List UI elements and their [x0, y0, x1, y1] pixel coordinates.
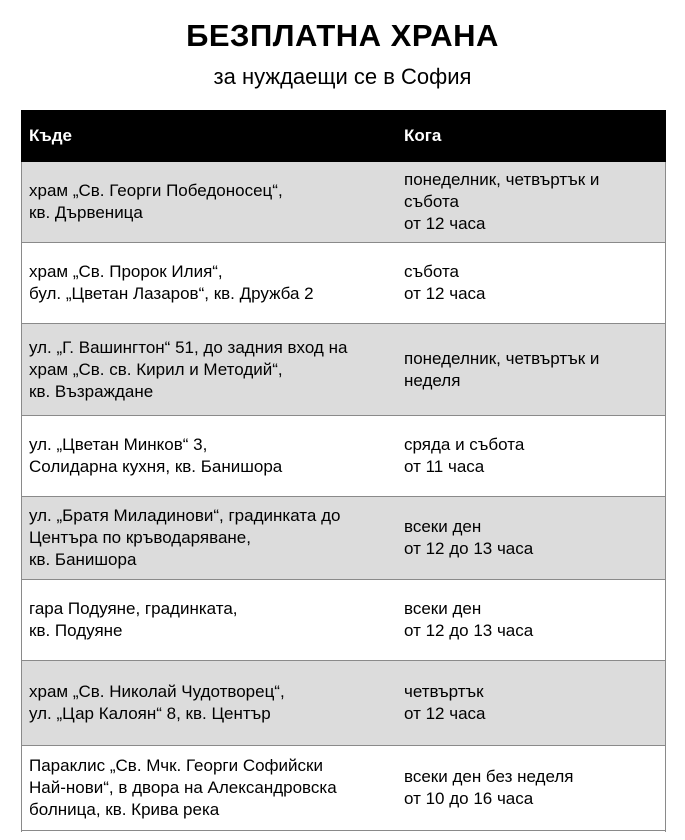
table-row: [21, 661, 666, 746]
table-row: [21, 324, 666, 416]
location-cell: храм „Св. Николай Чудотворец“, ул. „Цар Калоян“ 8, кв. Център: [21, 661, 396, 746]
table-row: [21, 243, 666, 324]
table-header-row: [21, 110, 666, 162]
table-right-border: [665, 162, 666, 832]
free-food-table: [21, 110, 666, 831]
location-cell: храм „Св. Георги Победоносец“, кв. Дървеница: [21, 162, 396, 243]
page-subtitle: за нуждаещи се в София: [213, 64, 472, 89]
table-row: [21, 162, 666, 243]
location-cell: ул. „Цветан Минков“ 3, Солидарна кухня, кв. Банишора: [21, 416, 396, 497]
table-row: [21, 497, 666, 580]
table-row: [21, 746, 666, 831]
schedule-cell: сряда и събота от 11 часа: [396, 416, 666, 497]
schedule-cell: събота от 12 часа: [396, 243, 666, 324]
schedule-cell: всеки ден от 12 до 13 часа: [396, 497, 666, 580]
location-cell: ул. „Братя Миладинови“, градинката до Центъра по кръводаряване, кв. Банишора: [21, 497, 396, 580]
schedule-cell: всеки ден от 12 до 13 часа: [396, 580, 666, 661]
column-header-where: Къде: [21, 110, 396, 162]
schedule-cell: понеделник, четвъртък и неделя: [396, 324, 666, 416]
location-cell: гара Подуяне, градинката, кв. Подуяне: [21, 580, 396, 661]
table-left-border: [21, 162, 22, 832]
schedule-cell: четвъртък от 12 часа: [396, 661, 666, 746]
schedule-cell: всеки ден без неделя от 10 до 16 часа: [396, 746, 666, 831]
schedule-cell: понеделник, четвъртък и събота от 12 часа: [396, 162, 666, 243]
location-cell: Параклис „Св. Мчк. Георги Софийски Най-нови“, в двора на Александровска болница, кв. Крива река: [21, 746, 396, 831]
page-title: БЕЗПЛАТНА ХРАНА: [186, 18, 499, 53]
column-header-when: Кога: [396, 110, 666, 162]
location-cell: ул. „Г. Вашингтон“ 51, до задния вход на храм „Св. св. Кирил и Методий“, кв. Възраждане: [21, 324, 396, 416]
location-cell: храм „Св. Пророк Илия“, бул. „Цветан Лазаров“, кв. Дружба 2: [21, 243, 396, 324]
table-row: [21, 416, 666, 497]
table-row: [21, 580, 666, 661]
